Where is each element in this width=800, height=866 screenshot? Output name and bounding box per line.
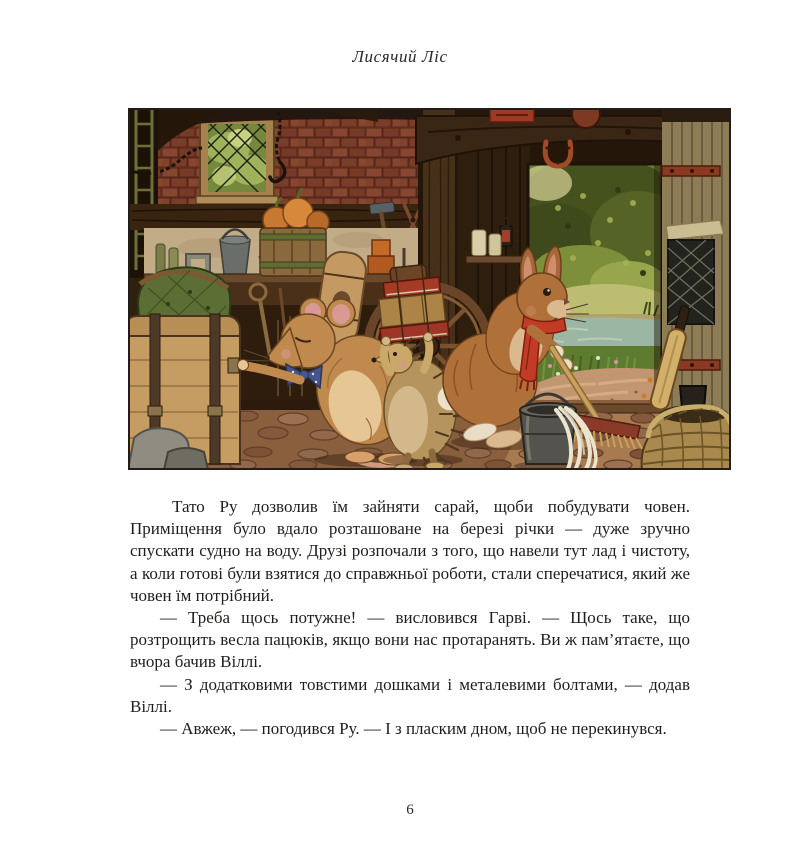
paragraph: — Треба щось потужне! — висловився Гарві. — Щось таке, що розтрощить весла пацюків, якщо вони нас протаранять. Ви ж пам’ятаєте, що вчора бачив Віллі. [130,608,690,672]
paragraph: Тато Ру дозволив їм зайняти сарай, щоби побудувати човен. Приміщення було вдало розташоване на березі річки — дуже зручно спускати судно на воду. Друзі розпочали з того, що навели тут лад і чистоту, а коли готові були взятися до справжньої роботи, стали сперечатися, який же човен їм потрібний. [130,497,690,605]
story-text [130,496,690,740]
barn-illustration [128,108,731,470]
paragraph: — З додатковими товстими дошками і металевими болтами, — додав Віллі. [130,674,690,716]
paragraph: — Авжеж, — погодився Ру. — І з пласким дном, щоб не перекинувся. [160,719,667,739]
running-head: Лисячий Ліс [352,47,448,66]
page-number: 6 [406,802,414,818]
